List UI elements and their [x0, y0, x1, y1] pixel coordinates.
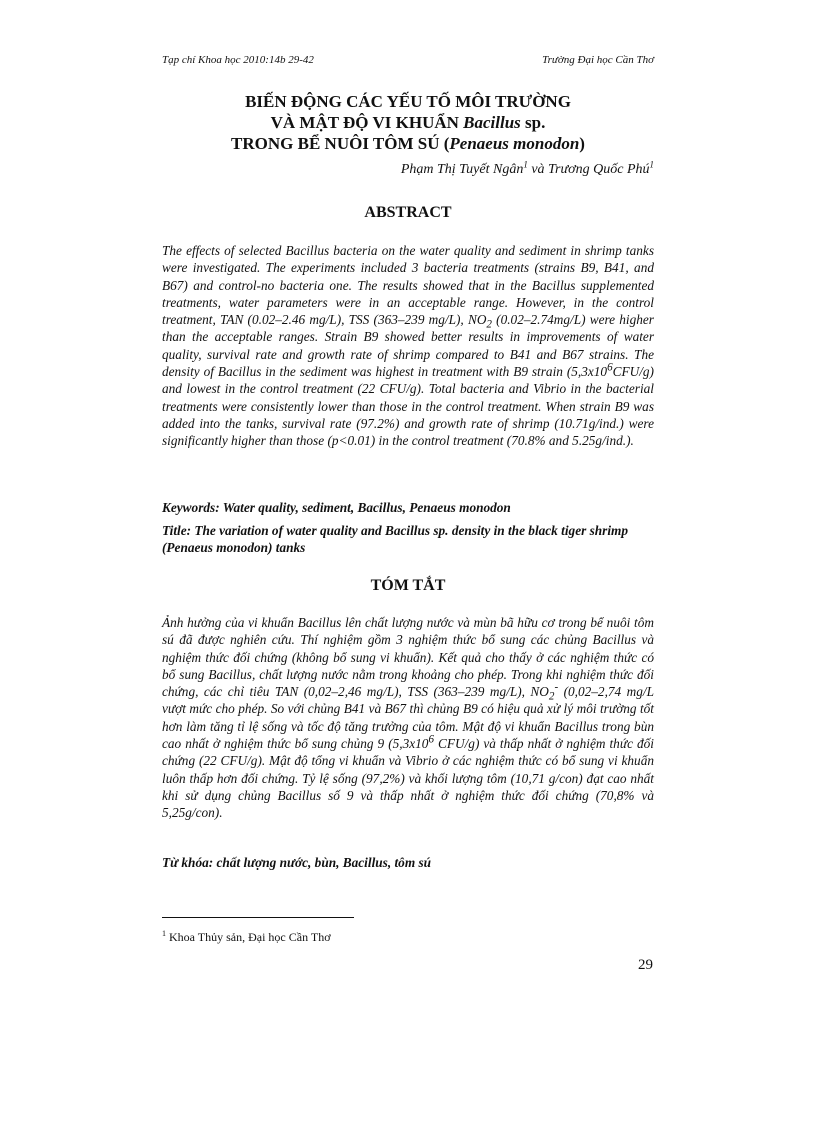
footnote-rule: [162, 917, 354, 918]
tomtat-body: Ảnh hưởng của vi khuẩn Bacillus lên chất lượng nước và mùn bã hữu cơ trong bể nuôi tôm sú đã được nghiên cứu. Thí nghiệm gồm 3 nghiệm thức bổ sung các chủng Bacillus và nghiệm thức đối chứng (không bổ sung vi khuẩn). Kết quả cho thấy ở các nghiệm thức có bổ sung Bacillus, chất lượng nước nằm trong khoảng cho phép. Trong khi nghiệm thức đối chứng, các chỉ tiêu TAN (0,02–2,46 mg/L), TSS (363–239 mg/L), $NO_2^-$ (0,02–2,74 mg/L vượt mức cho phép. So với chủng B41 và B67 thì chủng B9 có hiệu quả xử lý môi trường tốt hơn làm tăng tỉ lệ sống và tốc độ tăng trưởng của tôm. Mật độ vi khuẩn Bacillus trong bùn cao nhất ở nghiệm thức bổ sung chủng 9 ($5,3x10^6$ CFU/g) và thấp nhất ở nghiệm thức đối chứng (22 CFU/g). Mật độ tổng vi khuẩn và Vibrio ở các nghiệm thức có bổ sung vi khuẩn luôn thấp hơn đối chứng. Tỷ lệ sống (97,2%) và khối lượng tôm (10,71 g/con) đạt cao nhất khi sử dụng chủng Bacillus số 9 và thấp nhất ở nghiệm thức đối chứng (70,8% và 5,25g/con).: [162, 615, 654, 821]
title-line-2: VÀ MẬT ĐỘ VI KHUẨN Bacillus sp.: [270, 113, 546, 132]
keywords-en: Keywords: Water quality, sediment, Bacillus, Penaeus monodon: [162, 500, 511, 515]
title-line-3: TRONG BỂ NUÔI TÔM SÚ (Penaeus monodon): [231, 134, 585, 153]
abstract-body: The effects of selected Bacillus bacteria on the water quality and sediment in shrimp tanks were investigated. The experiments included 3 bacteria treatments (strains B9, B41, and B67) and control-no bacteria one. The results showed that in the Bacillus supplemented treatments, water parameters were in an acceptable range. However, in the control treatment, TAN (0.02–2.46 mg/L), TSS (363–239 mg/L), $NO_2$ (0.02–2.74mg/L) were higher than the acceptable ranges. Strain B9 showed better results in improvements of water quality, survival rate and growth rate of shrimp compared to B41 and B67 strains. The density of Bacillus in the sediment was highest in treatment with B9 strain $(5,3x10^6CFU/g)$ and lowest in the control treatment (22 CFU/g). Total bacteria and Vibrio in the bacterial treatments were consistently lower than those in the control treatment. When strain B9 was added into the tanks, survival rate (97.2%) and growth rate of shrimp (10.71g/ind.) were significantly higher than those (p<0.01) in the control treatment (70.8% and 5.25g/ind.).: [162, 243, 654, 449]
abstract-heading: ABSTRACT: [364, 204, 452, 221]
title-en: Title: The variation of water quality and Bacillus sp. density in the black tiger shrimp (Penaeus monodon) tanks: [162, 523, 629, 556]
university-header: Trường Đại học Cần Thơ: [542, 54, 654, 66]
tomtat-heading: TÓM TẮT: [370, 577, 446, 594]
footnote: $^1$ Khoa Thủy sản, Đại học Cần Thơ: [162, 929, 331, 944]
journal-header: Tạp chí Khoa học 2010:14b 29-42: [162, 54, 314, 66]
authors: Phạm Thị Tuyết Ngân$^1$ và Trương Quốc Phú$^1$: [400, 159, 654, 177]
paper-title: [150, 91, 666, 154]
page-number: 29: [638, 957, 653, 973]
keywords-vi: Từ khóa: chất lượng nước, bùn, Bacillus, tôm sú: [162, 855, 432, 870]
title-line-1: BIẾN ĐỘNG CÁC YẾU TỐ MÔI TRƯỜNG: [245, 92, 571, 111]
